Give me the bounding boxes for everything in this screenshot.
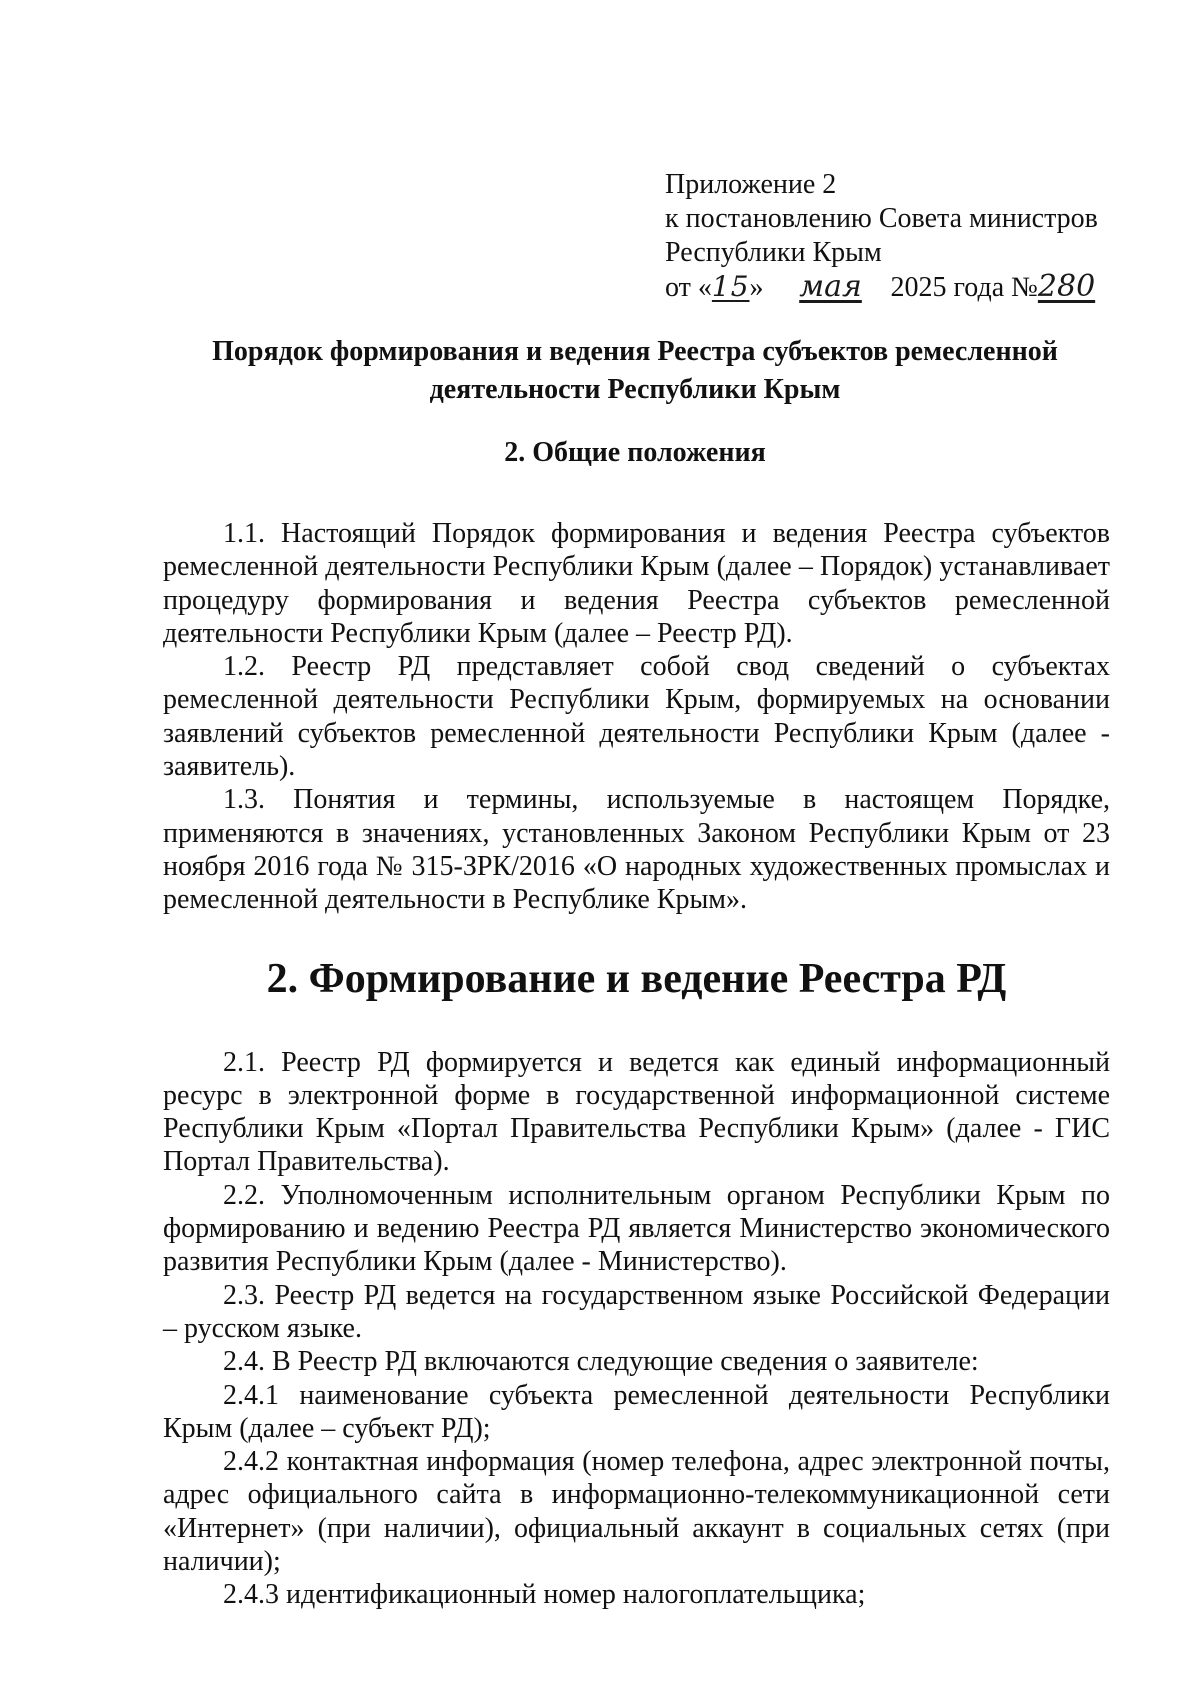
appendix-resolution: к постановлению Совета министров	[665, 203, 1098, 234]
date-year: 2025 года №	[890, 272, 1038, 303]
paragraph-2-3: 2.3. Реестр РД ведется на государственном языке Российской Федерации – русском языке.	[163, 1279, 1110, 1344]
date-quote-close: »	[749, 272, 764, 303]
paragraph-1-3: 1.3. Понятия и термины, используемые в настоящем Порядке, применяются в значениях, установленных Законом Республики Крым от 23 ноября 2016 года № 315-ЗРК/2016 «О народных художественных промыслах и ремесленной деятельности в Республике Крым».	[163, 784, 1110, 916]
spacer	[163, 996, 1110, 1046]
paragraph-1-2: 1.2. Реестр РД представляет собой свод сведений о субъектах ремесленной деятельности Республики Крым, формируемых на основании заявлений субъектов ремесленной деятельности Республики Крым (далее - заявитель).	[163, 651, 1110, 783]
section-2-heading: 2. Формирование и ведение Реестра РД	[266, 955, 1007, 1002]
document-body	[163, 517, 1110, 1612]
appendix-republic: Республики Крым	[665, 237, 882, 268]
paragraph-2-4-2: 2.4.2 контактная информация (номер телефона, адрес электронной почты, адрес официального сайта в информационно-телекоммуникационной сети «Интернет» (при наличии), официальный аккаунт в социальных сетях (при наличии);	[163, 1446, 1110, 1578]
appendix-title: Приложение 2	[665, 169, 837, 200]
paragraph-2-4: 2.4. В Реестр РД включаются следующие сведения о заявителе:	[223, 1346, 979, 1378]
handwritten-month: мая	[799, 269, 862, 304]
spacer	[163, 917, 1110, 962]
handwritten-number: 280	[1037, 269, 1096, 304]
paragraph-2-4-3: 2.4.3 идентификационный номер налогоплательщика;	[223, 1579, 866, 1611]
paragraph-2-1: 2.1. Реестр РД формируется и ведется как единый информационный ресурс в электронной форме в государственной информационной системе Республики Крым «Портал Правительства Республики Крым» (далее - ГИС Портал Правительства).	[163, 1046, 1110, 1178]
appendix-block	[665, 168, 1098, 305]
document-title-line-2: деятельности Республики Крым	[429, 374, 841, 405]
document-title-line-1: Порядок формирования и ведения Реестра субъектов ремесленной	[212, 336, 1058, 367]
paragraph-2-2: 2.2. Уполномоченным исполнительным органом Республики Крым по формированию и ведению Реестра РД является Министерство экономического развития Республики Крым (далее - Министерство).	[163, 1179, 1110, 1278]
document-title	[160, 333, 1110, 409]
paragraph-2-4-1: 2.4.1 наименование субъекта ремесленной деятельности Республики Крым (далее – субъект РД);	[163, 1379, 1110, 1444]
paragraph-1-1: 1.1. Настоящий Порядок формирования и ведения Реестра субъектов ремесленной деятельности Республики Крым (далее – Порядок) устанавливает процедуру формирования и ведения Реестра субъектов ремесленной деятельности Республики Крым (далее – Реестр РД).	[163, 518, 1110, 649]
date-prefix: от «	[665, 272, 712, 303]
appendix-date-line	[665, 270, 1098, 305]
section-1-heading: 2. Общие положения	[504, 437, 766, 468]
handwritten-day: 15	[711, 270, 750, 303]
